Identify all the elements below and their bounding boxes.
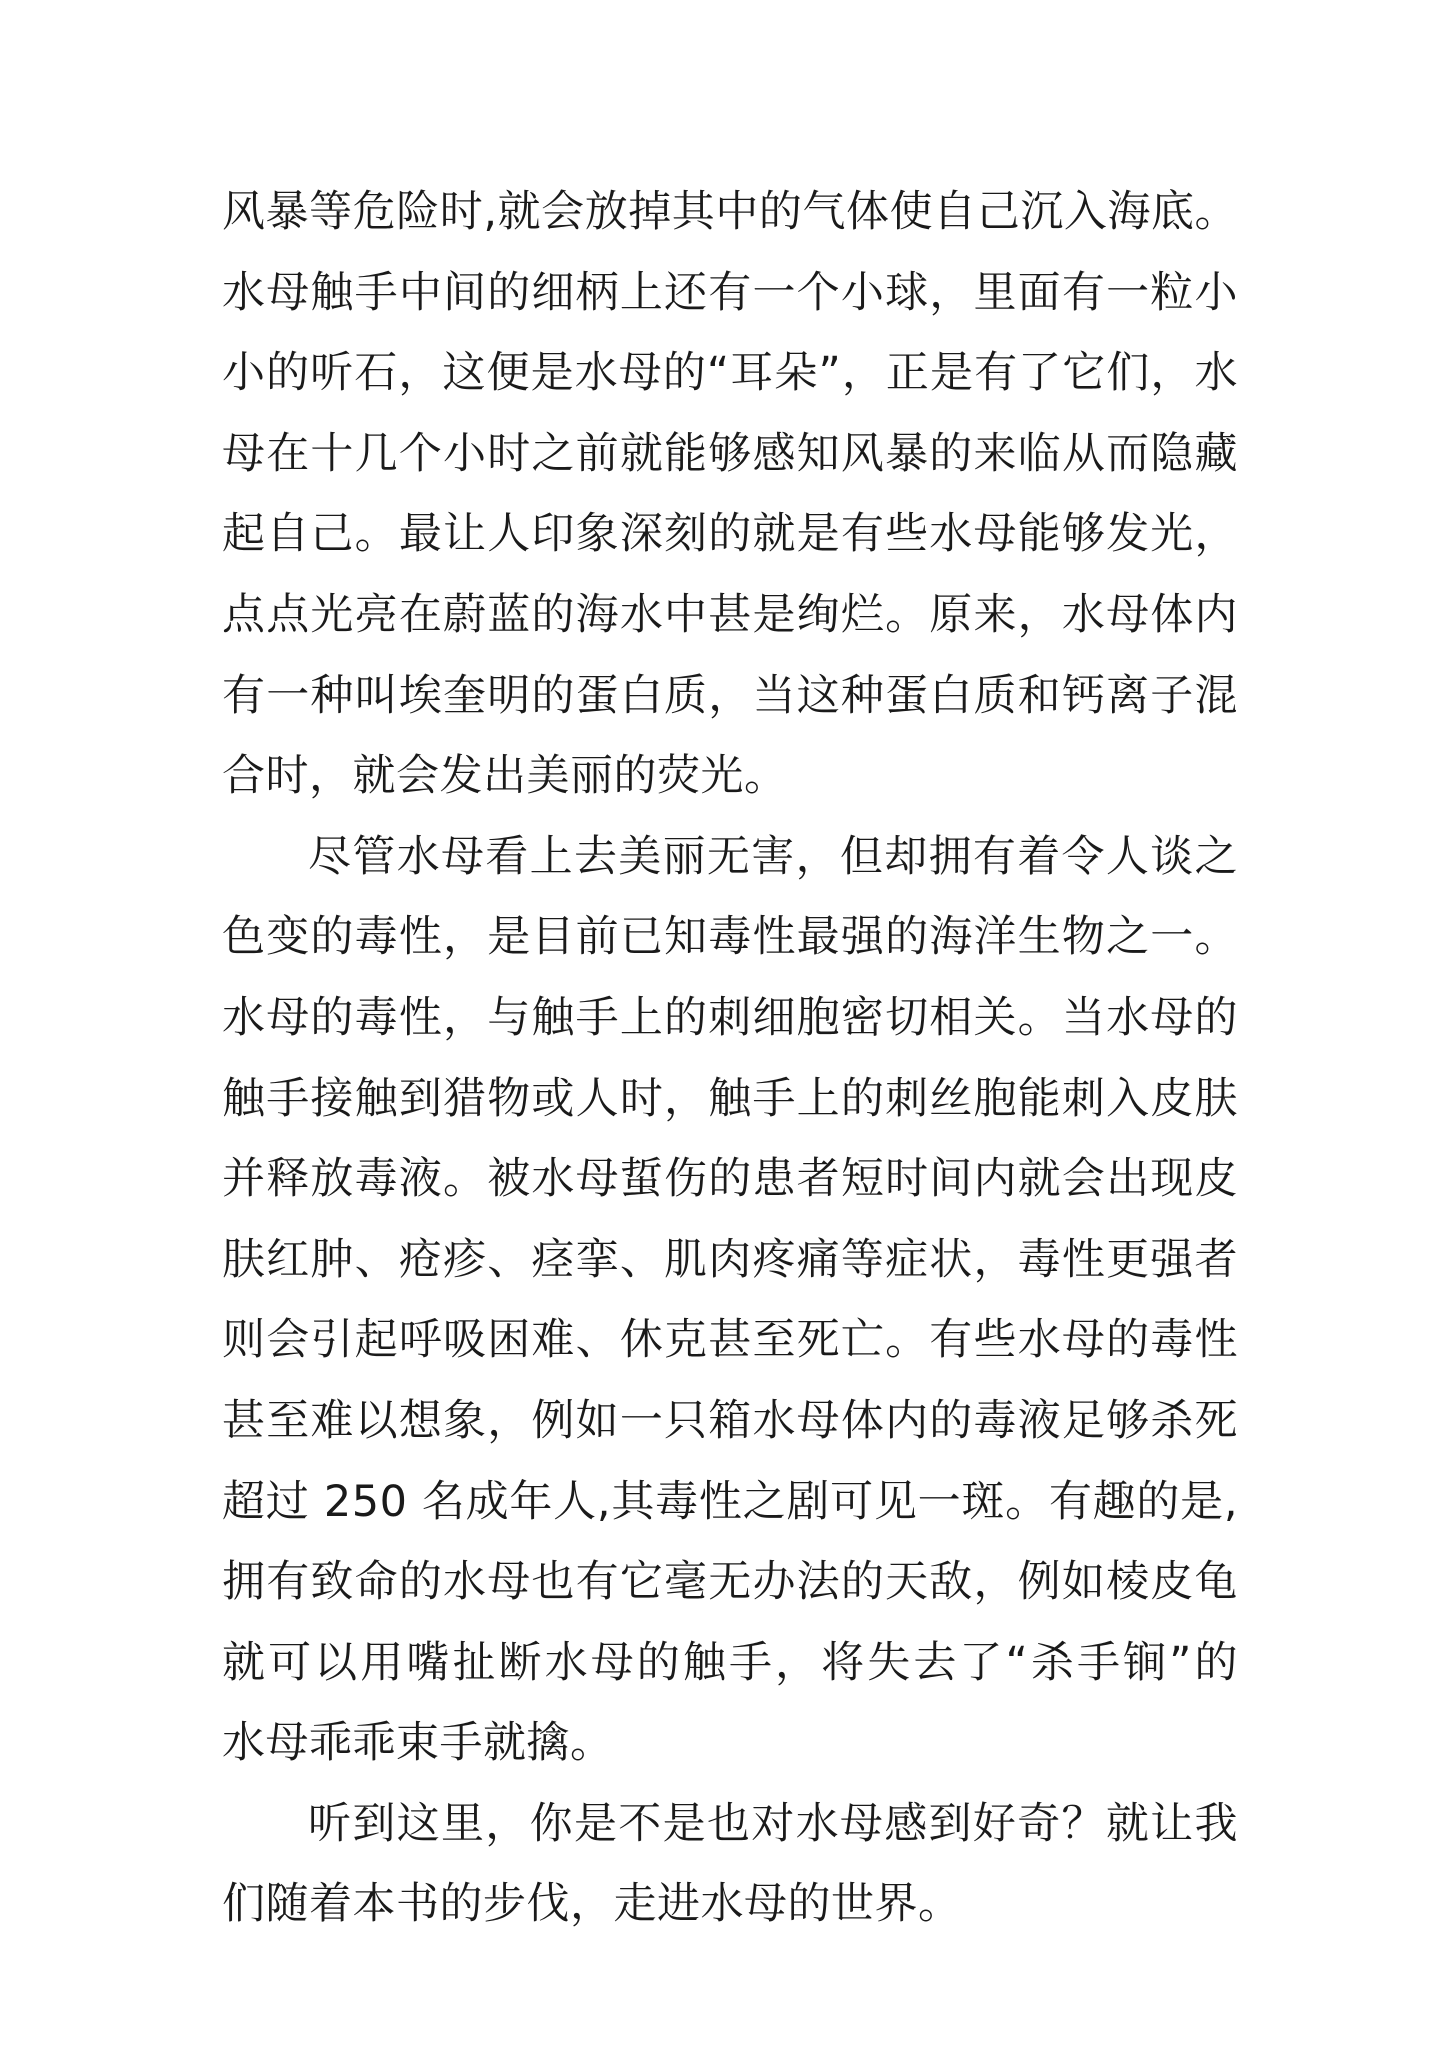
text-line-2: 水母触手中间的细柄上还有一个小球，里面有一粒小: [222, 267, 1238, 318]
text-line-5: 起自己。最让人印象深刻的就是有些水母能够发光，: [222, 509, 1238, 560]
text-line-22: 们随着本书的步伐，走进水母的世界。: [222, 1879, 962, 1930]
text-line-14: 肤红肿、疮疹、痉挛、肌肉疼痛等症状，毒性更强者: [222, 1234, 1238, 1285]
text-line-6: 点点光亮在蔚蓝的海水中甚是绚烂。原来，水母体内: [222, 589, 1238, 640]
body-text: [222, 172, 1238, 1945]
text-line-16: 甚至难以想象，例如一只箱水母体内的毒液足够杀死: [222, 1395, 1238, 1446]
text-line-3: 小的听石，这便是水母的“耳朵”，正是有了它们，水: [222, 348, 1238, 399]
text-line-12: 触手接触到猎物或人时，触手上的刺丝胞能刺入皮肤: [222, 1073, 1238, 1124]
text-line-8: 合时，就会发出美丽的荧光。: [222, 751, 788, 802]
text-line-13: 并释放毒液。被水母蜇伤的患者短时间内就会出现皮: [222, 1154, 1238, 1205]
text-line-21: 听到这里，你是不是也对水母感到好奇？就让我: [308, 1798, 1238, 1849]
text-line-7: 有一种叫埃奎明的蛋白质，当这种蛋白质和钙离子混: [222, 670, 1238, 721]
text-line-20: 水母乖乖束手就擒。: [222, 1718, 614, 1769]
text-line-15: 则会引起呼吸困难、休克甚至死亡。有些水母的毒性: [222, 1315, 1238, 1366]
text-line-9: 尽管水母看上去美丽无害，但却拥有着令人谈之: [308, 831, 1238, 882]
text-line-17: 超过 250 名成年人,其毒性之剧可见一斑。有趣的是,: [222, 1476, 1238, 1527]
text-line-4: 母在十几个小时之前就能够感知风暴的来临从而隐藏: [222, 428, 1238, 479]
text-line-10: 色变的毒性，是目前已知毒性最强的海洋生物之一。: [222, 912, 1238, 963]
text-line-1: 风暴等危险时,就会放掉其中的气体使自己沉入海底。: [222, 187, 1238, 237]
text-line-18: 拥有致命的水母也有它毫无办法的天敌，例如棱皮龟: [222, 1557, 1238, 1608]
text-line-19: 就可以用嘴扯断水母的触手，将失去了“杀手锏”的: [222, 1637, 1238, 1688]
text-line-11: 水母的毒性，与触手上的刺细胞密切相关。当水母的: [222, 992, 1238, 1043]
